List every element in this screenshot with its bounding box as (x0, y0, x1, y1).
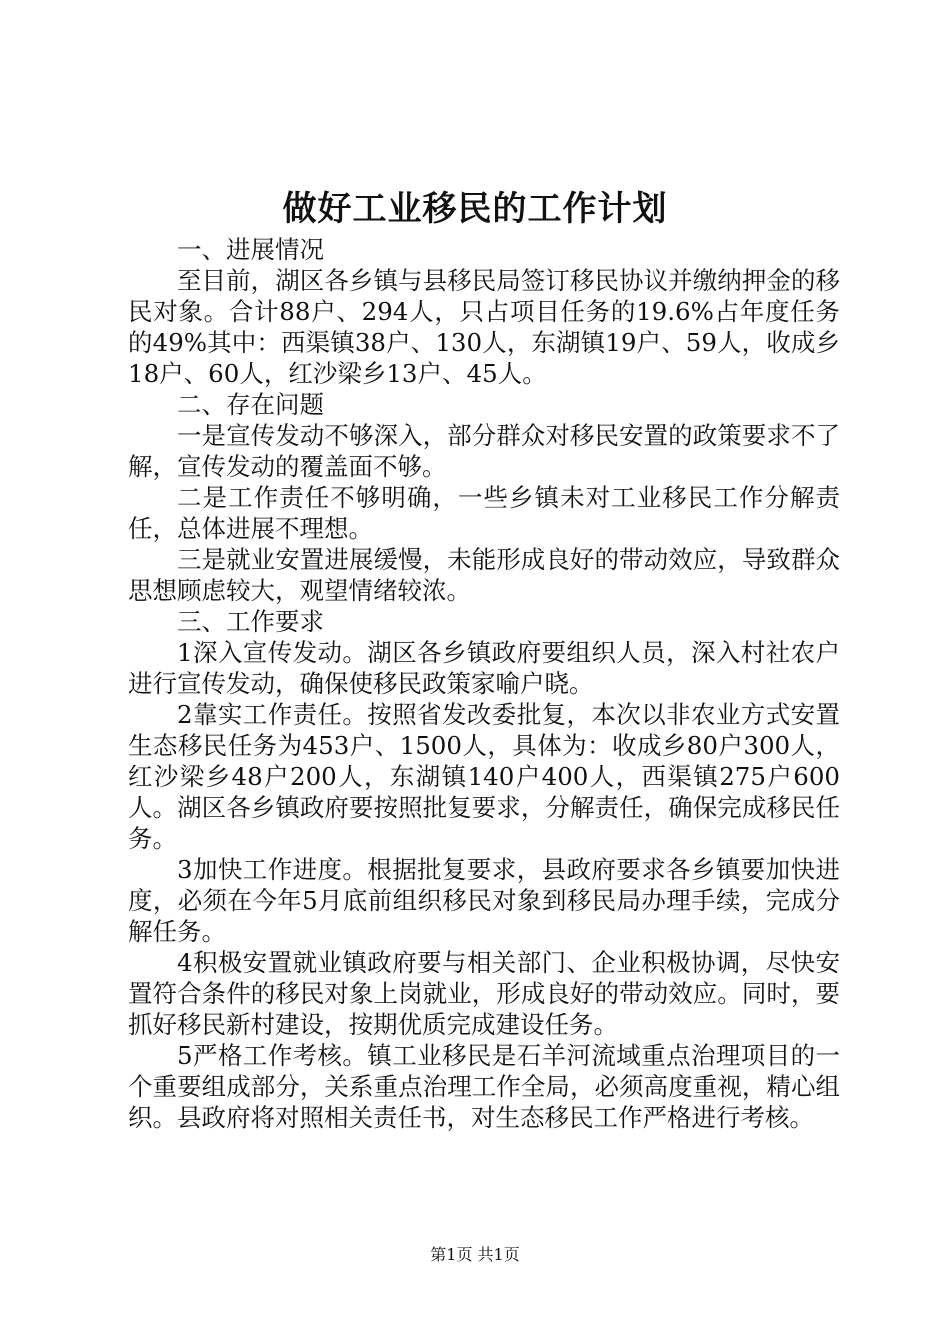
paragraph: 5严格工作考核。镇工业移民是石羊河流域重点治理项目的一个重要组成部分，关系重点治理工作全局，必须高度重视，精心组织。县政府将对照相关责任书，对生态移民工作严格进行考核。 (128, 1041, 840, 1132)
paragraph: 2靠实工作责任。按照省发改委批复，本次以非农业方式安置生态移民任务为453户、1500人，具体为：收成乡80户300人，红沙梁乡48户200人，东湖镇140户400人，西渠镇275户600人。湖区各乡镇政府要按照批复要求，分解责任，确保完成移民任务。 (128, 700, 840, 853)
paragraph: 一是宣传发动不够深入，部分群众对移民安置的政策要求不了解，宣传发动的覆盖面不够。 (128, 421, 840, 481)
page-footer: 第1页 共1页 (430, 1245, 520, 1264)
paragraph: 1深入宣传发动。湖区各乡镇政府要组织人员，深入村社农户进行宣传发动，确保使移民政策家喻户晓。 (128, 638, 840, 698)
paragraph: 3加快工作进度。根据批复要求，县政府要求各乡镇要加快进度，必须在今年5月底前组织移民对象到移民局办理手续，完成分解任务。 (128, 855, 840, 946)
section-heading: 二、存在问题 (177, 390, 324, 419)
paragraph: 4积极安置就业镇政府要与相关部门、企业积极协调，尽快安置符合条件的移民对象上岗就业，形成良好的带动效应。同时，要抓好移民新村建设，按期优质完成建设任务。 (128, 948, 840, 1039)
document-body (128, 234, 840, 1133)
paragraph: 至目前，湖区各乡镇与县移民局签订移民协议并缴纳押金的移民对象。合计88户、294人，只占项目任务的19.6%占年度任务的49%其中：西渠镇38户、130人，东湖镇19户、59人，收成乡18户、60人，红沙梁乡13户、45人。 (128, 266, 840, 388)
paragraph: 二是工作责任不够明确，一些乡镇未对工业移民工作分解责任，总体进展不理想。 (128, 483, 840, 543)
document-title: 做好工业移民的工作计划 (282, 189, 668, 229)
paragraph: 三是就业安置进展缓慢，未能形成良好的带动效应，导致群众思想顾虑较大，观望情绪较浓。 (128, 545, 840, 605)
section-heading: 一、进展情况 (177, 235, 324, 264)
section-heading: 三、工作要求 (177, 607, 324, 636)
